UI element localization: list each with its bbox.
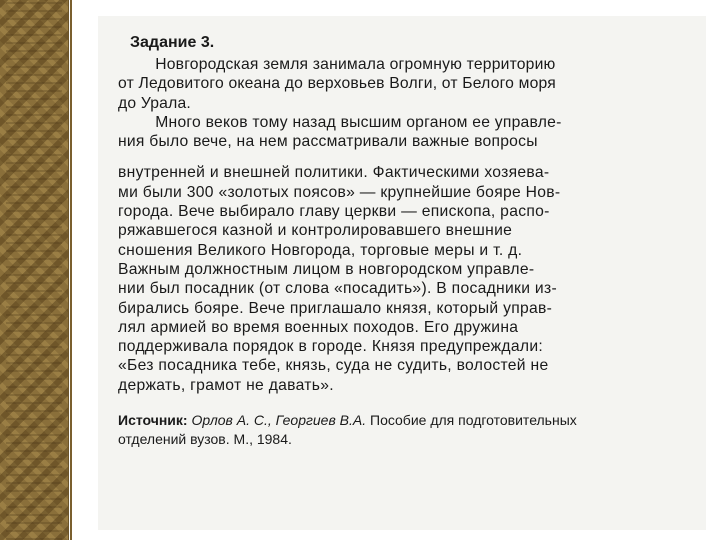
text-line: до Урала. (118, 94, 191, 112)
task-title: Задание 3. (130, 34, 215, 51)
document-content (118, 34, 638, 449)
paragraph-territory (118, 55, 628, 113)
text-line: ния было вече, на нем рассматривали важные вопросы (118, 133, 538, 151)
text-line: «Без посадника тебе, князь, суда не судить, волостей не (118, 357, 549, 375)
source-label: Источник: (118, 412, 188, 429)
source-title: Пособие для подготовительных (366, 412, 577, 429)
source-publisher-line: отделений вузов. М., 1984. (118, 431, 292, 448)
paragraph-veche (118, 113, 628, 152)
text-line: ми были 300 «золотых поясов» — крупнейшие бояре Нов- (118, 183, 561, 201)
paragraph-veche-continued (118, 163, 628, 395)
text-line: от Ледовитого океана до верховьев Волги, от Белого моря (118, 75, 556, 93)
text-line: Много веков тому назад высшим органом ее управле- (155, 113, 562, 131)
text-line: города. Вече выбирало главу церкви — епископа, распо- (118, 203, 550, 221)
source-line (118, 411, 638, 430)
text-line: нии был посадник (от слова «посадить»). В посадники из- (118, 280, 557, 298)
text-line: Важным должностным лицом в новгородском управле- (118, 260, 535, 278)
text-line: Новгородская земля занимала огромную территорию (155, 56, 556, 73)
text-line: сношения Великого Новгорода, торговые меры и т. д. (118, 241, 523, 259)
text-line: держать, грамот не давать». (118, 376, 334, 394)
source-authors: Орлов А. С., Георгиев В.А. (191, 412, 367, 429)
decorative-left-border (0, 0, 69, 540)
text-line: внутренней и внешней политики. Фактическими хозяева- (118, 164, 550, 182)
text-line: поддерживала порядок в городе. Князя предупреждали: (118, 338, 544, 356)
text-line: ряжавшегося казной и контролировавшего внешние (118, 222, 513, 240)
source-citation (118, 411, 638, 449)
decorative-divider-line (70, 0, 72, 540)
text-line: бирались бояре. Вече приглашало князя, который управ- (118, 299, 553, 317)
text-line: лял армией во время военных походов. Его дружина (118, 318, 519, 336)
